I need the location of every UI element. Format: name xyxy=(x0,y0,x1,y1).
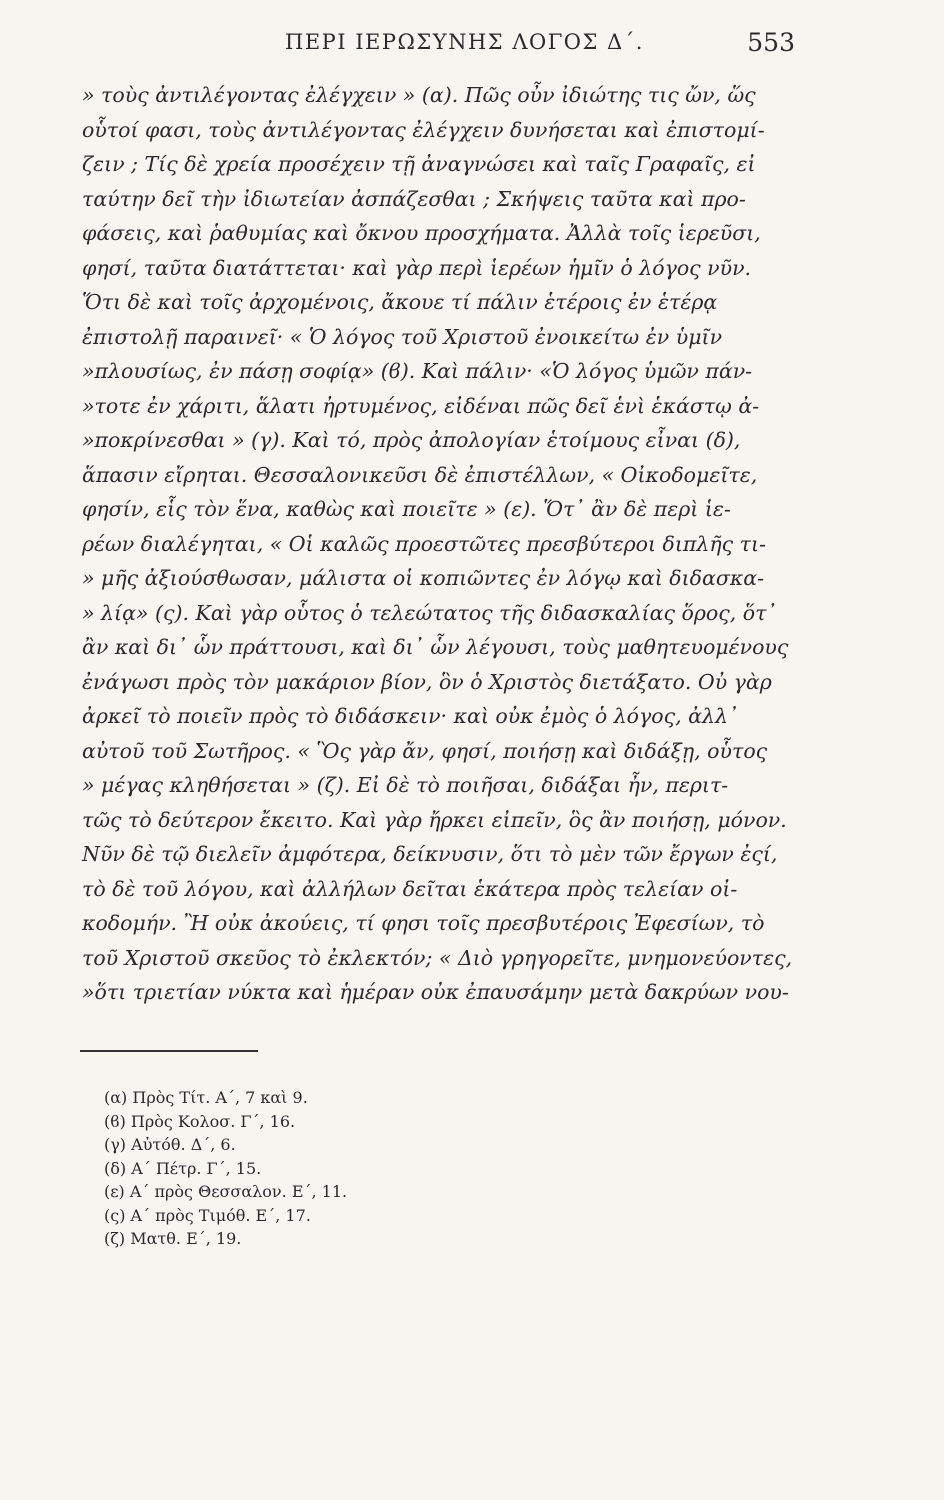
text-line: » λίᾳ» (ς). Καὶ γὰρ οὗτος ὁ τελεώτατος τῆς διδασκαλίας ὅρος, ὅτ᾽ xyxy=(82,600,777,625)
text-line: ἐνάγωσι πρὸς τὸν μακάριον βίον, ὃν ὁ Χριστὸς διετάξατο. Οὐ γὰρ xyxy=(82,669,772,694)
main-text xyxy=(82,78,793,1010)
text-line: »πλουσίως, ἐν πάσῃ σοφίᾳ» (ϐ). Καὶ πάλιν· «Ὁ λόγος ὑμῶν πάν- xyxy=(82,359,753,383)
text-line: φησίν, εἷς τὸν ἕνα, καθὼς καὶ ποιεῖτε » (ε). Ὅτ᾽ ἂν δὲ περὶ ἱε- xyxy=(82,497,731,521)
text-line: ἀρκεῖ τὸ ποιεῖν πρὸς τὸ διδάσκειν· καὶ οὐκ ἐμὸς ὁ λόγος, ἀλλ᾽ xyxy=(82,704,739,728)
footnote: (γ) Αὐτόθ. Δ΄, 6. xyxy=(104,1135,236,1154)
text-line: » τοὺς ἀντιλέγοντας ἐλέγχειν » (α). Πῶς οὖν ἰδιώτης τις ὤν, ὥς xyxy=(82,83,756,107)
text-line: ταύτην δεῖ τὴν ἰδιωτείαν ἀσπάζεσθαι ; Σκήψεις ταῦτα καὶ προ- xyxy=(82,186,746,211)
text-line: ρέων διαλέγηται, « Οἱ καλῶς προεστῶτες πρεσβύτεροι διπλῆς τι- xyxy=(82,531,766,556)
footnotes xyxy=(104,1086,504,1251)
text-line: ζειν ; Τίς δὲ χρεία προσέχειν τῇ ἀναγνώσει καὶ ταῖς Γραφαῖς, εἰ xyxy=(82,152,756,176)
footnote: (ζ) Ματθ. Ε΄, 19. xyxy=(104,1229,242,1248)
text-line: φάσεις, καὶ ῥαθυμίας καὶ ὄκνου προσχήματα. Ἀλλὰ τοῖς ἱερεῦσι, xyxy=(82,221,761,245)
running-header xyxy=(80,26,795,66)
text-line: τῶς τὸ δεύτερον ἔκειτο. Καὶ γὰρ ἤρκει εἰπεῖν, ὃς ἂν ποιήσῃ, μόνον. xyxy=(82,807,787,832)
text-line: »ποκρίνεσθαι » (γ). Καὶ τό, πρὸς ἀπολογίαν ἑτοίμους εἶναι (δ), xyxy=(82,428,741,452)
text-line: Νῦν δὲ τῷ διελεῖν ἀμφότερα, δείκνυσιν, ὅτι τὸ μὲν τῶν ἔργων ἐςί, xyxy=(82,842,778,866)
text-line: τοῦ Χριστοῦ σκεῦος τὸ ἐκλεκτόν; « Διὸ γρηγορεῖτε, μνημονεύοντες, xyxy=(82,945,793,970)
text-line: τὸ δὲ τοῦ λόγου, καὶ ἀλλήλων δεῖται ἑκάτερα πρὸς τελείαν οἰ- xyxy=(82,876,738,901)
page-number: 553 xyxy=(747,28,795,57)
footnote: (ς) Α΄ πρὸς Τιμόθ. Ε΄, 17. xyxy=(104,1205,311,1225)
text-line: αὐτοῦ τοῦ Σωτῆρος. « Ὃς γὰρ ἄν, φησί, ποιήσῃ καὶ διδάξῃ, οὗτος xyxy=(82,738,768,763)
text-line: κοδομήν. Ἢ οὐκ ἀκούεις, τί φησι τοῖς πρεσβυτέροις Ἐφεσίων, τὸ xyxy=(82,911,765,935)
text-line: Ὅτι δὲ καὶ τοῖς ἀρχομένοις, ἄκουε τί πάλιν ἑτέροις ἐν ἑτέρᾳ xyxy=(82,290,718,314)
text-line: ἂν καὶ δι᾽ ὧν πράττουσι, καὶ δι᾽ ὧν λέγουσι, τοὺς μαθητευομένους xyxy=(82,635,789,659)
text-line: » μέγας κληθήσεται » (ζ). Εἰ δὲ τὸ ποιῆσαι, διδάξαι ἦν, περιτ- xyxy=(82,773,729,797)
header-title: ΠΕΡΙ ΙΕΡΩΣΥΝΗΣ ΛΟΓΟΣ Δ΄. xyxy=(285,30,644,54)
text-line: »τοτε ἐν χάριτι, ἅλατι ἠρτυμένος, εἰδέναι πῶς δεῖ ἑνὶ ἑκάστῳ ἀ- xyxy=(82,393,760,418)
footnote-divider xyxy=(80,1050,258,1052)
text-line: οὗτοί φασι, τοὺς ἀντιλέγοντας ἐλέγχειν δυνήσεται καὶ ἐπιστομί- xyxy=(82,117,765,142)
text-line: ἅπασιν εἴρηται. Θεσσαλονικεῦσι δὲ ἐπιστέλλων, « Οἰκοδομεῖτε, xyxy=(82,462,758,487)
footnote: (α) Πρὸς Τίτ. Α΄, 7 καὶ 9. xyxy=(104,1088,308,1107)
footnote: (ε) Α΄ πρὸς Θεσσαλον. Ε΄, 11. xyxy=(104,1182,348,1201)
text-line: ἐπιστολῇ παραινεῖ· « Ὁ λόγος τοῦ Χριστοῦ ἐνοικείτω ἐν ὑμῖν xyxy=(82,324,723,349)
text-line: φησί, ταῦτα διατάττεται· καὶ γὰρ περὶ ἱερέων ἡμῖν ὁ λόγος νῦν. xyxy=(82,255,752,280)
text-line: » μῆς ἀξιούσθωσαν, μάλιστα οἱ κοπιῶντες ἐν λόγῳ καὶ διδασκα- xyxy=(82,566,765,590)
footnote: (ϐ) Πρὸς Κολοσ. Γ΄, 16. xyxy=(104,1111,296,1131)
text-line: »ὅτι τριετίαν νύκτα καὶ ἡμέραν οὐκ ἐπαυσάμην μετὰ δακρύων νου- xyxy=(82,980,789,1004)
footnote: (δ) Α΄ Πέτρ. Γ΄, 15. xyxy=(104,1158,262,1178)
